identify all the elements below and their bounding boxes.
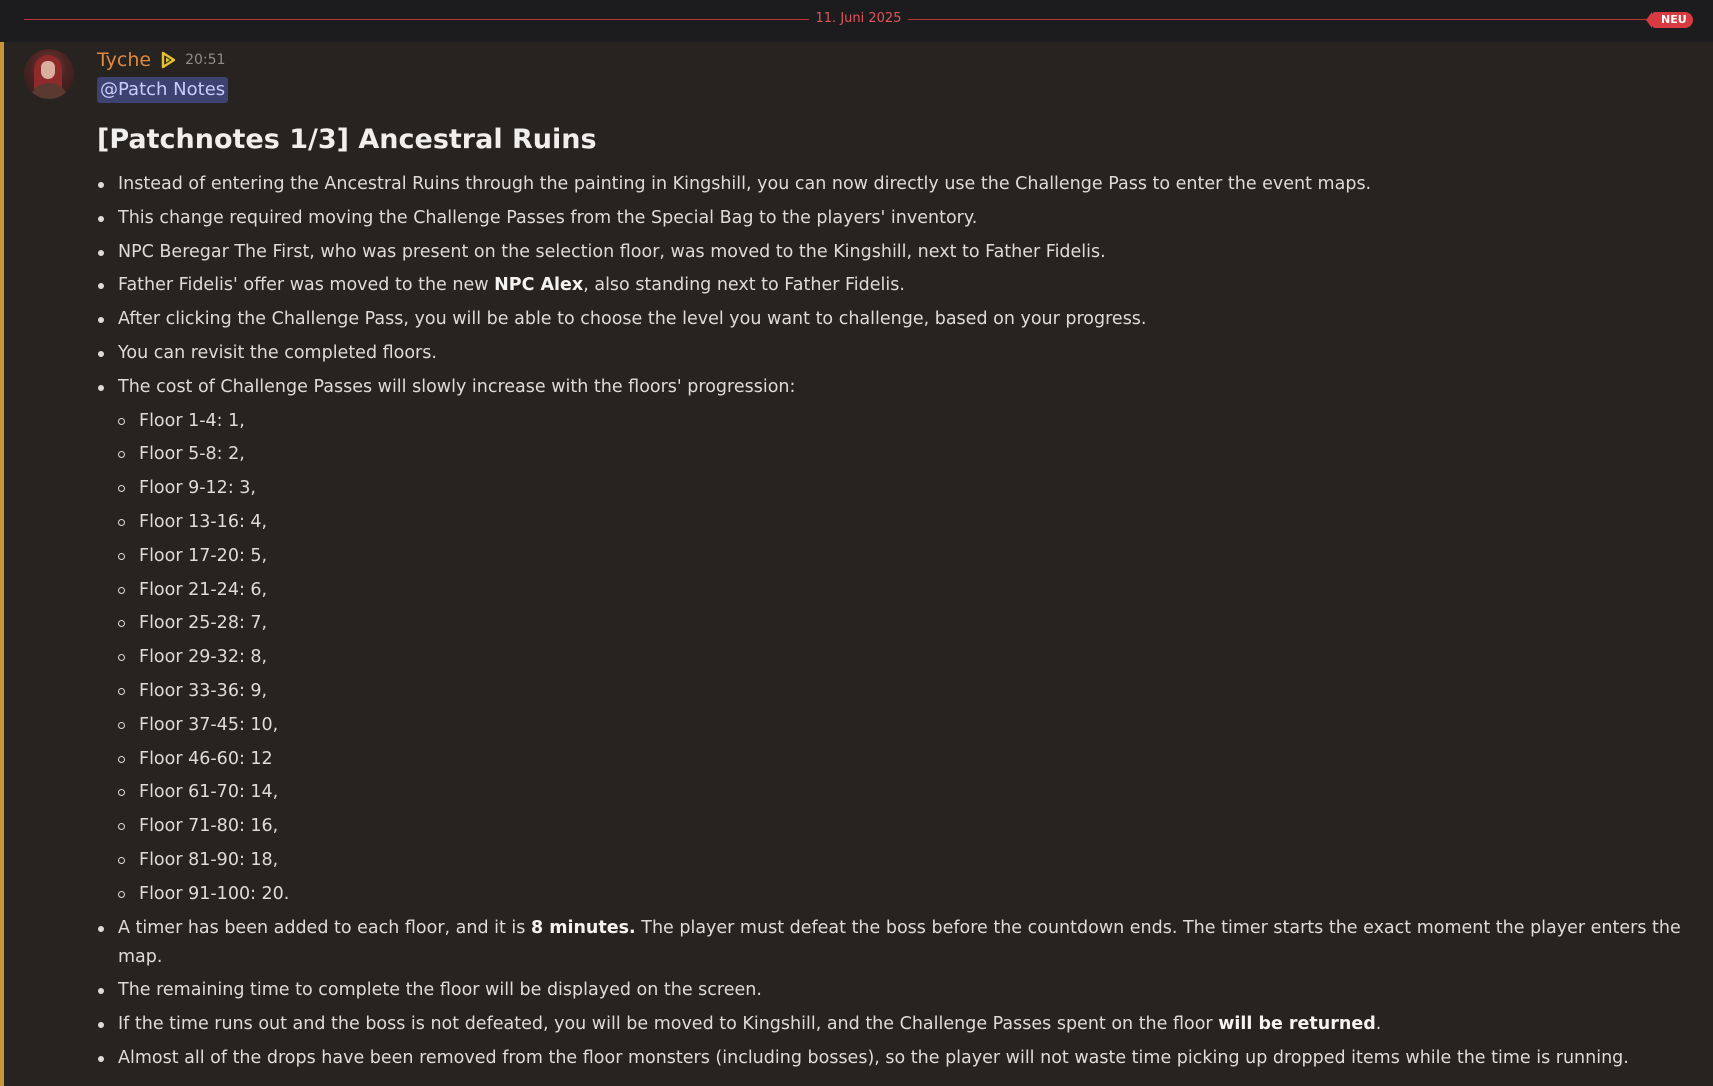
floor-cost-item: Floor 17-20: 5, bbox=[118, 542, 1697, 571]
floor-cost-item: Floor 21-24: 6, bbox=[118, 576, 1697, 605]
list-item-text: , also standing next to Father Fidelis. bbox=[583, 275, 905, 296]
list-item-text: NPC Beregar The First, who was present on the selection floor, was moved to the Kingshill, next to Father Fidelis. bbox=[118, 241, 1106, 262]
message-timestamp[interactable]: 20:51 bbox=[185, 52, 226, 68]
date-divider bbox=[0, 0, 1713, 42]
list-item bbox=[97, 339, 1697, 368]
role-mention[interactable]: @Patch Notes bbox=[97, 77, 228, 103]
list-item-text: The player must defeat the boss before the countdown ends. The timer starts the exact moment the player enters the map. bbox=[118, 917, 1681, 967]
list-item-text: Almost all of the drops have been removed from the floor monsters (including bosses), so the player will not waste time picking up dropped items while the time is running. bbox=[118, 1047, 1629, 1068]
floor-cost-item: Floor 1-4: 1, bbox=[118, 407, 1697, 436]
divider-date: 11. Juni 2025 bbox=[815, 11, 902, 26]
list-item-text: The cost of Challenge Passes will slowly increase with the floors' progression: bbox=[118, 376, 796, 397]
list-item bbox=[97, 976, 1697, 1005]
message-header bbox=[97, 48, 225, 72]
list-item-text: The remaining time to complete the floor will be displayed on the screen. bbox=[118, 980, 762, 1001]
list-item bbox=[97, 170, 1697, 199]
floor-cost-item: Floor 33-36: 9, bbox=[118, 677, 1697, 706]
floor-cost-item: Floor 81-90: 18, bbox=[118, 846, 1697, 875]
new-messages-badge[interactable]: NEU bbox=[1652, 12, 1693, 28]
floor-cost-item: Floor 61-70: 14, bbox=[118, 778, 1697, 807]
list-item bbox=[97, 305, 1697, 334]
floor-cost-item: Floor 71-80: 16, bbox=[118, 812, 1697, 841]
message-title: [Patchnotes 1/3] Ancestral Ruins bbox=[97, 124, 597, 155]
patch-notes-list bbox=[97, 170, 1697, 1073]
play-badge-icon[interactable] bbox=[159, 51, 177, 69]
list-item bbox=[97, 238, 1697, 267]
avatar[interactable] bbox=[24, 49, 74, 99]
list-item bbox=[97, 914, 1697, 972]
list-item-text: If the time runs out and the boss is not defeated, you will be moved to Kingshill, and the Challenge Passes spent on the floor bbox=[118, 1014, 1219, 1035]
list-item-text: . bbox=[1375, 1014, 1382, 1035]
list-item-text: Father Fidelis' offer was moved to the new bbox=[118, 275, 495, 296]
list-item-bold-text: NPC Alex bbox=[494, 275, 584, 296]
floor-cost-item: Floor 9-12: 3, bbox=[118, 474, 1697, 503]
floor-cost-item: Floor 46-60: 12 bbox=[118, 745, 1697, 774]
list-item bbox=[97, 271, 1697, 300]
message-content bbox=[97, 170, 1697, 1078]
floor-cost-item: Floor 37-45: 10, bbox=[118, 711, 1697, 740]
list-item-text: Instead of entering the Ancestral Ruins through the painting in Kingshill, you can now directly use the Challenge Pass to enter the event maps. bbox=[118, 174, 1372, 194]
floor-cost-list bbox=[118, 407, 1697, 909]
floor-cost-item: Floor 25-28: 7, bbox=[118, 609, 1697, 638]
list-item-bold-text: will be returned bbox=[1218, 1014, 1376, 1035]
floor-cost-item: Floor 5-8: 2, bbox=[118, 440, 1697, 469]
list-item bbox=[97, 1010, 1697, 1039]
list-item-text: A timer has been added to each floor, and it is bbox=[118, 917, 531, 938]
avatar-face bbox=[41, 61, 55, 79]
message bbox=[0, 42, 1713, 1086]
list-item-text: You can revisit the completed floors. bbox=[118, 342, 437, 363]
list-item bbox=[97, 373, 1697, 909]
list-item-text: This change required moving the Challenge Passes from the Special Bag to the players' inventory. bbox=[118, 207, 978, 228]
divider-line-left bbox=[24, 19, 809, 20]
author-name[interactable]: Tyche bbox=[97, 49, 152, 71]
list-item bbox=[97, 1044, 1697, 1073]
list-item-bold-text: 8 minutes. bbox=[530, 917, 636, 938]
list-item-text: After clicking the Challenge Pass, you will be able to choose the level you want to challenge, based on your progress. bbox=[118, 309, 1147, 330]
floor-cost-item: Floor 91-100: 20. bbox=[118, 880, 1697, 909]
floor-cost-item: Floor 13-16: 4, bbox=[118, 508, 1697, 537]
divider-line-right bbox=[908, 19, 1655, 20]
mention-highlight-bar bbox=[0, 42, 4, 1086]
list-item bbox=[97, 204, 1697, 233]
floor-cost-item: Floor 29-32: 8, bbox=[118, 643, 1697, 672]
